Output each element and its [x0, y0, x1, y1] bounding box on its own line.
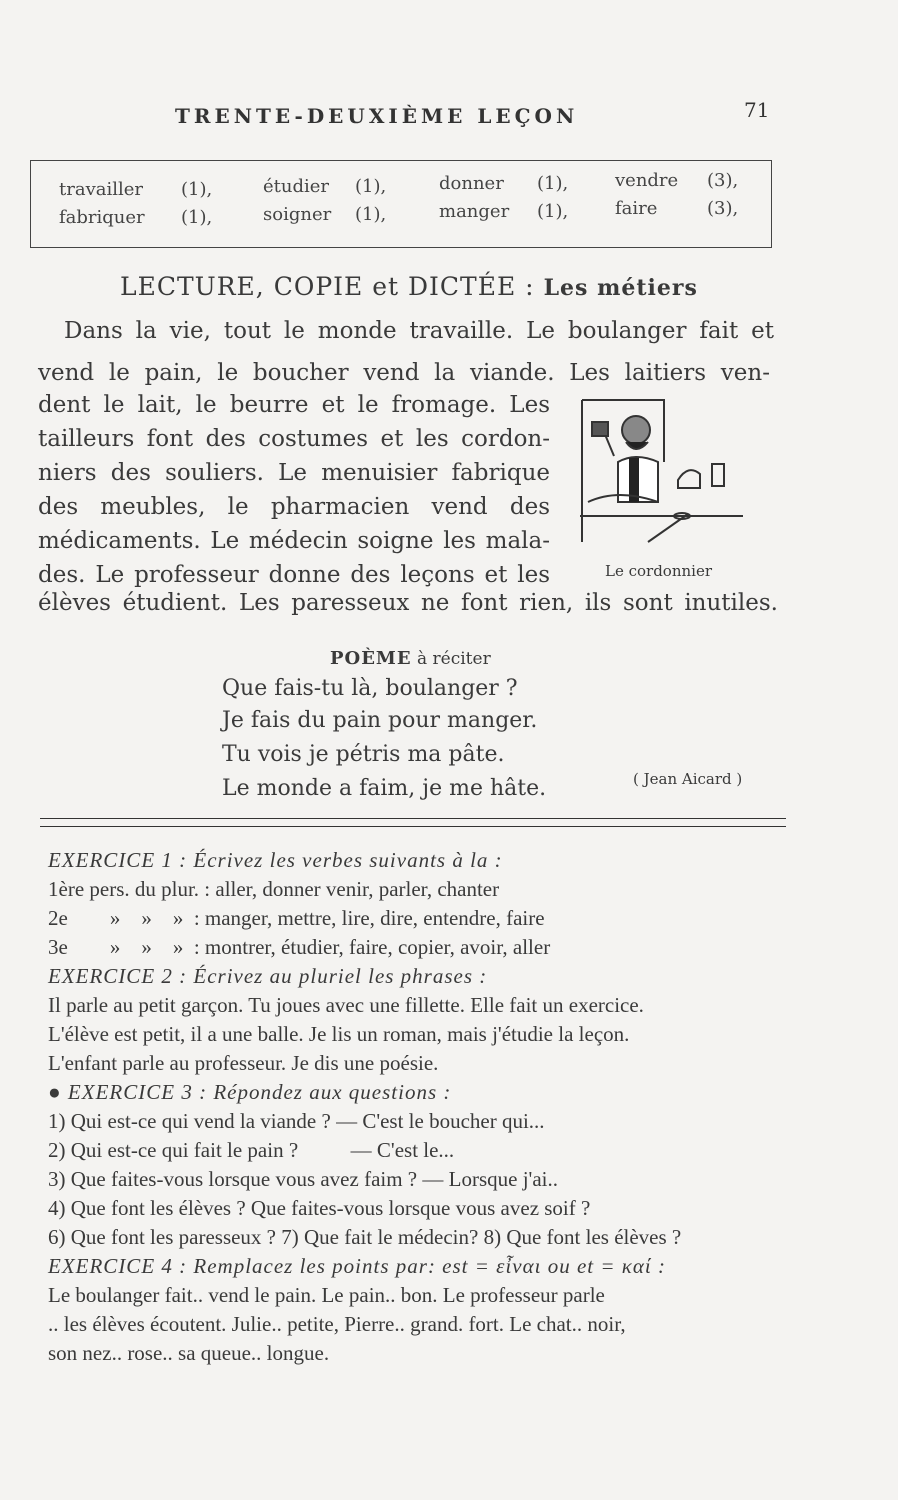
verb-name: manger — [439, 201, 510, 222]
poem-line: Je fais du pain pour manger. — [222, 708, 538, 733]
exercise-line: 2) Qui est-ce qui fait le pain ? — C'est le... — [48, 1138, 455, 1162]
exercise-line: Il parle au petit garçon. Tu joues avec une fillette. Elle fait un exercice. — [48, 993, 644, 1017]
page-number: 71 — [744, 98, 770, 122]
poem-title-text: POÈME — [330, 648, 412, 669]
paragraph-line: élèves étudient. Les paresseux ne font rien, ils sont inutiles. — [38, 590, 778, 616]
exercise-line: 1ère pers. du plur. : aller, donner venir, parler, chanter — [48, 877, 500, 901]
verb-group: (1), — [355, 204, 387, 225]
divider-bottom — [40, 826, 786, 827]
reading-title — [120, 272, 698, 301]
exercise-line: son nez.. rose.. sa queue.. longue. — [48, 1341, 330, 1365]
shoemaker-illustration — [578, 392, 748, 552]
exercise-heading-text: ● EXERCICE 3 : Répondez aux questions : — [48, 1080, 452, 1104]
exercise-heading — [48, 848, 503, 873]
exercise-line: 1) Qui est-ce qui vend la viande ? — C'est le boucher qui... — [48, 1109, 545, 1133]
verb-group: (1), — [181, 179, 213, 200]
exercise-heading — [48, 1254, 666, 1279]
poem-title — [330, 648, 491, 669]
exercise-line: 4) Que font les élèves ? Que faites-vous lorsque vous avez soif ? — [48, 1196, 591, 1220]
exercise-line: .. les élèves écoutent. Julie.. petite, Pierre.. grand. fort. Le chat.. noir, — [48, 1312, 626, 1336]
exercise-heading-text: EXERCICE 2 : Écrivez au pluriel les phrases : — [48, 964, 488, 988]
title-separator: : — [525, 272, 535, 301]
paragraph-line: des. Le professeur donne des leçons et les — [38, 562, 550, 588]
verb-group: (3), — [707, 198, 739, 219]
exercise-heading — [48, 964, 487, 989]
verb-group: (1), — [537, 173, 569, 194]
exercise-heading — [48, 1080, 451, 1105]
reading-subtitle: Les métiers — [543, 275, 698, 301]
verb-box — [30, 160, 772, 248]
poem-line: Tu vois je pétris ma pâte. — [222, 742, 505, 767]
verb-group: (1), — [181, 207, 213, 228]
verb-group: (1), — [537, 201, 569, 222]
exercise-line: 3e » » » : montrer, étudier, faire, copier, avoir, aller — [48, 935, 551, 959]
poem-title-suffix: à réciter — [417, 649, 491, 669]
exercise-line: 2e » » » : manger, mettre, lire, dire, entendre, faire — [48, 906, 545, 930]
verb-group: (1), — [355, 176, 387, 197]
paragraph-line: niers des souliers. Le menuisier fabrique — [38, 460, 550, 486]
reading-title-text: LECTURE, COPIE et DICTÉE — [120, 272, 517, 301]
exercise-line: 6) Que font les paresseux ? 7) Que fait le médecin? 8) Que font les élèves ? — [48, 1225, 682, 1249]
poem-line: Que fais-tu là, boulanger ? — [222, 676, 518, 701]
verb-group: (3), — [707, 170, 739, 191]
verb-name: donner — [439, 173, 504, 194]
poem-author: ( Jean Aicard ) — [633, 770, 743, 788]
paragraph-line: des meubles, le pharmacien vend des — [38, 494, 550, 520]
verb-name: faire — [615, 198, 658, 219]
verb-name: fabriquer — [59, 207, 145, 228]
verb-name: soigner — [263, 204, 332, 225]
verb-name: vendre — [615, 170, 679, 191]
illustration-caption: Le cordonnier — [605, 562, 713, 580]
verb-name: travailler — [59, 179, 143, 200]
exercise-heading-text: EXERCICE 4 : Remplacez les points par: est = εἶναι ou et = καί : — [48, 1254, 666, 1278]
paragraph-line: tailleurs font des costumes et les cordon- — [38, 426, 550, 452]
exercise-line: Le boulanger fait.. vend le pain. Le pain.. bon. Le professeur parle — [48, 1283, 605, 1307]
exercise-line: 3) Que faites-vous lorsque vous avez faim ? — Lorsque j'ai.. — [48, 1167, 558, 1191]
exercise-line: L'élève est petit, il a une balle. Je lis un roman, mais j'étudie la leçon. — [48, 1022, 630, 1046]
paragraph-line: vend le pain, le boucher vend la viande. Les laitiers ven- — [38, 360, 770, 386]
paragraph-line: dent le lait, le beurre et le fromage. Les — [38, 392, 550, 418]
divider-top — [40, 818, 786, 819]
exercise-heading-text: EXERCICE 1 : Écrivez les verbes suivants à la : — [48, 848, 503, 872]
verb-name: étudier — [263, 176, 330, 197]
poem-line: Le monde a faim, je me hâte. — [222, 776, 547, 801]
paragraph-line: Dans la vie, tout le monde travaille. Le boulanger fait et — [64, 318, 774, 344]
exercise-line: L'enfant parle au professeur. Je dis une poésie. — [48, 1051, 439, 1075]
paragraph-line: médicaments. Le médecin soigne les mala- — [38, 528, 550, 554]
chapter-header: TRENTE-DEUXIÈME LEÇON — [175, 104, 579, 128]
